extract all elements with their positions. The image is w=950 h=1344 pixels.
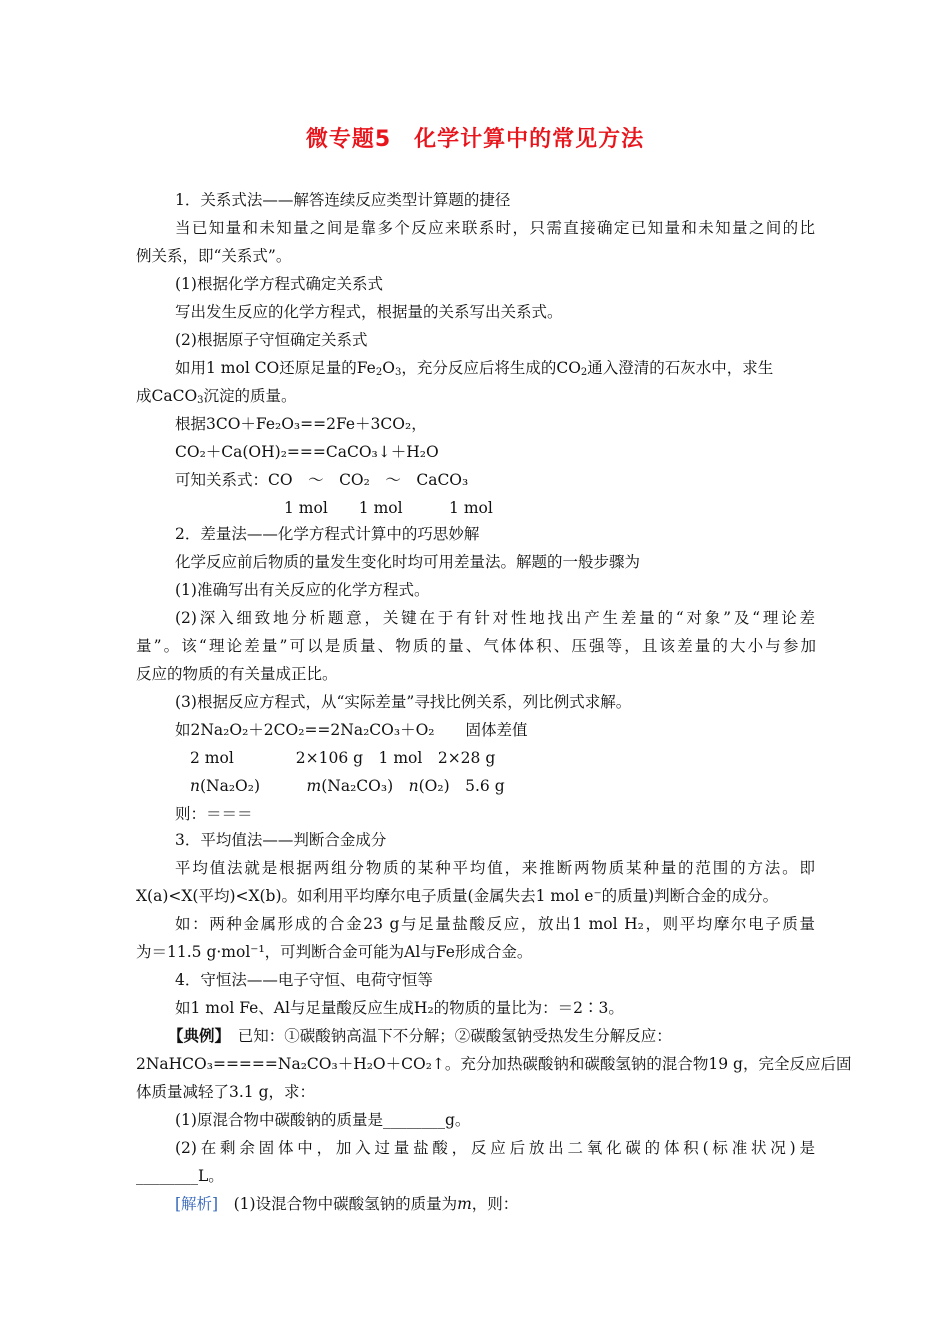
paragraph: 写出发生反应的化学方程式，根据量的关系写出关系式。 bbox=[175, 303, 563, 321]
subheading: (2)根据原子守恒确定关系式 bbox=[175, 331, 368, 349]
analysis: [解析] (1)设混合物中碳酸氢钠的质量为m，则： bbox=[175, 1195, 519, 1213]
paragraph: 如用1 mol CO还原足量的$Fe_2O_3$，充分反应后将生成的$CO_2$通入澄清的石灰水中，求生 bbox=[175, 359, 774, 378]
step: (2)深入细致地分析题意，关键在于有针对性地找出产生差量的“对象”及“理论差 bbox=[175, 609, 815, 627]
example-intro: 【典例】 已知：①碳酸钠高温下不分解；②碳酸氢钠受热发生分解反应： bbox=[168, 1026, 672, 1045]
question-1: (1)原混合物中碳酸钠的质量是________g。 bbox=[175, 1111, 471, 1129]
paragraph: 例关系，即“关系式”。 bbox=[136, 247, 292, 265]
paragraph: 如：两种金属形成的合金23 g与足量盐酸反应，放出1 mol H₂，则平均摩尔电子质量 bbox=[175, 915, 815, 933]
paragraph: 成CaCO$_3$沉淀的质量。 bbox=[136, 387, 297, 406]
analysis-tag: [解析] bbox=[175, 1195, 219, 1213]
section-1-heading: 1．关系式法——解答连续反应类型计算题的捷径 bbox=[175, 191, 511, 209]
page-title: 微专题5 化学计算中的常见方法 bbox=[305, 127, 645, 152]
step: 反应的物质的有关量成正比。 bbox=[136, 665, 338, 683]
question-2-blank: ________L。 bbox=[136, 1167, 224, 1185]
equation-row: n(Na₂O₂) m(Na₂CO₃) n(O₂) 5.6 g bbox=[190, 777, 505, 795]
equation: CO₂＋Ca(OH)₂===CaCO₃↓＋H₂O bbox=[175, 443, 439, 461]
paragraph: X(a)<X(平均)<X(b)。如利用平均摩尔电子质量(金属失去1 mol e⁻的质量)判断合金的成分。 bbox=[136, 887, 779, 905]
paragraph: 体质量减轻了3.1 g，求： bbox=[136, 1083, 315, 1101]
section-3-heading: 3．平均值法——判断合金成分 bbox=[175, 831, 387, 849]
paragraph: 如1 mol Fe、Al与足量酸反应生成H₂的物质的量比为：＝2∶3。 bbox=[175, 999, 624, 1017]
paragraph: 2NaHCO₃=====Na₂CO₃＋H₂O＋CO₂↑。充分加热碳酸钠和碳酸氢钠的混合物19 g，完全反应后固 bbox=[136, 1055, 852, 1073]
paragraph: 当已知量和未知量之间是靠多个反应来联系时，只需直接确定已知量和未知量之间的比 bbox=[175, 219, 815, 237]
subheading: (1)根据化学方程式确定关系式 bbox=[175, 275, 383, 293]
question-2: (2)在剩余固体中，加入过量盐酸，反应后放出二氧化碳的体积(标准状况)是 bbox=[175, 1139, 815, 1157]
paragraph: 为＝11.5 g·mol⁻¹，可判断合金可能为Al与Fe形成合金。 bbox=[136, 943, 533, 961]
step: (3)根据反应方程式，从“实际差量”寻找比例关系，列比例式求解。 bbox=[175, 693, 632, 711]
step: 量”。该“理论差量”可以是质量、物质的量、气体体积、压强等，且该差量的大小与参加 bbox=[136, 637, 816, 655]
paragraph: 则：＝＝＝ bbox=[175, 805, 253, 823]
paragraph: 化学反应前后物质的量发生变化时均可用差量法。解题的一般步骤为 bbox=[175, 553, 641, 571]
step: (1)准确写出有关反应的化学方程式。 bbox=[175, 581, 430, 599]
paragraph: 平均值法就是根据两组分物质的某种平均值，来推断两物质某种量的范围的方法。即 bbox=[175, 859, 815, 877]
relation-moles: 1 mol 1 mol 1 mol bbox=[284, 499, 493, 517]
section-4-heading: 4．守恒法——电子守恒、电荷守恒等 bbox=[175, 971, 433, 989]
equation: 如2Na₂O₂＋2CO₂==2Na₂CO₃＋O₂ 固体差值 bbox=[175, 721, 528, 739]
relation: 可知关系式：CO ～ CO₂ ～ CaCO₃ bbox=[175, 471, 469, 489]
example-tag: 【典例】 bbox=[168, 1026, 223, 1045]
equation: 根据3CO＋Fe₂O₃==2Fe＋3CO₂， bbox=[175, 415, 427, 433]
section-2-heading: 2．差量法——化学方程式计算中的巧思妙解 bbox=[175, 525, 480, 543]
equation-row: 2 mol 2×106 g 1 mol 2×28 g bbox=[190, 749, 496, 767]
